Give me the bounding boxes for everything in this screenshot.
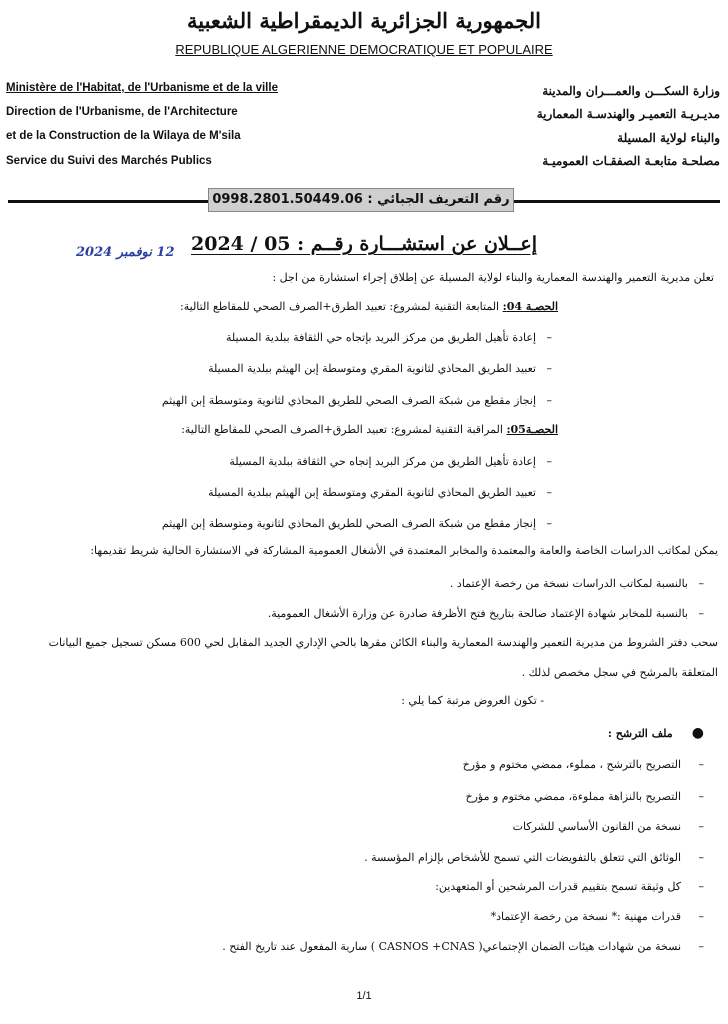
service-ar: مصلحـة متابعـة الصفقـات العموميـة [542, 154, 720, 168]
list-item: – نسخة من شهادات هيئات الضمان الإجتماعي( CASNOS +CNAS ) سارية المفعول عند تاريخ الفتح . [222, 940, 704, 953]
direction-fr-2: et de la Construction de la Wilaya de M'sila [6, 130, 241, 142]
eligibility-text: يمكن لمكاتب الدراسات الخاصة والعامة والمعتمدة والمخابر المعتمدة في الأشغال العمومية المشاركة في الاستشارة الحالية شريط تقديمها: [90, 544, 718, 557]
list-item: – التصريح بالترشح ، مملوء، ممضي مختوم و مؤرخ [462, 758, 704, 771]
list-item: – إنجاز مقطع من شبكة الصرف الصحي للطريق المحاذي لثانوية ومتوسطة إبن الهيثم [161, 394, 552, 407]
divider-left [8, 200, 208, 203]
ministry-fr: Ministère de l'Habitat, de l'Urbanisme et de la ville [6, 82, 278, 94]
list-item: – قدرات مهنية :* نسخة من رخصة الإعتماد* [490, 910, 704, 923]
withdraw-text-1: سحب دفتر الشروط من مديرية التعمير والهندسة المعمارية والبناء الكائن مقرها بالحي الإداري الجديد المقابل لحي 600 مسكن تسجيل جميع البيانات [48, 636, 718, 649]
list-item: – التصريح بالنزاهة مملوءة، ممضي مختوم و مؤرخ [465, 790, 704, 803]
lot-05-heading [18, 423, 558, 436]
intro-text: تعلن مديرية التعمير والهندسة المعمارية والبناء لولاية المسيلة عن إطلاق إجراء استشارة من اجل : [272, 271, 714, 284]
direction-ar: مديـريـة التعميـر والهندسـة المعمارية [536, 107, 720, 121]
list-item: – تعبيد الطريق المحاذي لثانوية المقري ومتوسطة إبن الهيثم ببلدية المسيلة [208, 486, 552, 499]
direction-ar-2: والبناء لولاية المسيلة [617, 131, 720, 145]
page-number: 1/1 [356, 990, 372, 1002]
lot-05-text: المراقبة التقنية لمشروع: تعبيد الطرق+الصرف الصحي للمقاطع التالية: [181, 423, 503, 436]
tax-id-box: رقم التعريف الجبائي : 0998.2801.50449.06 [208, 188, 514, 212]
list-item: – نسخة من القانون الأساسي للشركات [512, 820, 704, 833]
divider-right [514, 200, 720, 203]
list-item: – الوثائق التي تتعلق بالتفويضات التي تسمح للأشخاص بإلزام المؤسسة . [364, 851, 704, 864]
list-item: – إعادة تأهيل الطريق من مركز البريد بإتجاه حي الثقافة ببلدية المسيلة [225, 331, 552, 344]
lot-04-heading [18, 300, 558, 313]
list-item: – كل وثيقة تسمح بتقييم قدرات المرشحين أو المتعهدين: [435, 880, 704, 893]
offers-intro: - تكون العروض مرتبة كما يلي : [401, 694, 544, 707]
bullet-icon: ● [691, 725, 704, 741]
direction-fr: Direction de l'Urbanisme, de l'Architecture [6, 106, 238, 118]
file-heading: ● ملف الترشح : [607, 725, 704, 741]
list-item: – بالنسبة لمكاتب الدراسات نسخة من رخصة الإعتماد . [449, 577, 704, 590]
republic-title-arabic: الجمهورية الجزائرية الديمقراطية الشعبية [186, 8, 541, 33]
announcement-title: إعــلان عن استشـــارة رقــم : 05 / 2024 [191, 233, 537, 255]
list-item: – إنجاز مقطع من شبكة الصرف الصحي للطريق المحاذي لثانوية ومتوسطة إبن الهيثم [161, 517, 552, 530]
lot-04-text: المتابعة التقنية لمشروع: تعبيد الطرق+الصرف الصحي للمقاطع التالية: [180, 300, 500, 313]
lot-04-label: الحصـة 04: [502, 300, 558, 313]
republic-title-french: REPUBLIQUE ALGERIENNE DEMOCRATIQUE ET POPULAIRE [175, 42, 553, 57]
lot-05-label: الحصـة05: [506, 423, 558, 436]
list-item: – إعادة تأهيل الطريق من مركز البريد إتجاه حي الثقافة ببلدية المسيلة [229, 455, 552, 468]
withdraw-text-2: المتعلقة بالمرشح في سجل مخصص لذلك . [521, 666, 718, 679]
date-stamp: 12 نوفمبر 2024 [76, 245, 175, 260]
service-fr: Service du Suivi des Marchés Publics [6, 155, 212, 167]
list-item: – بالنسبة للمخابر شهادة الإعتماد صالحة بتاريخ فتح الأظرفة صادرة عن وزارة الأشغال العمومية. [267, 607, 704, 620]
list-item: – تعبيد الطريق المحاذي لثانوية المقري ومتوسطة إبن الهيثم ببلدية المسيلة [208, 362, 552, 375]
ministry-ar: وزارة السكـــن والعمـــران والمدينة [542, 84, 720, 98]
